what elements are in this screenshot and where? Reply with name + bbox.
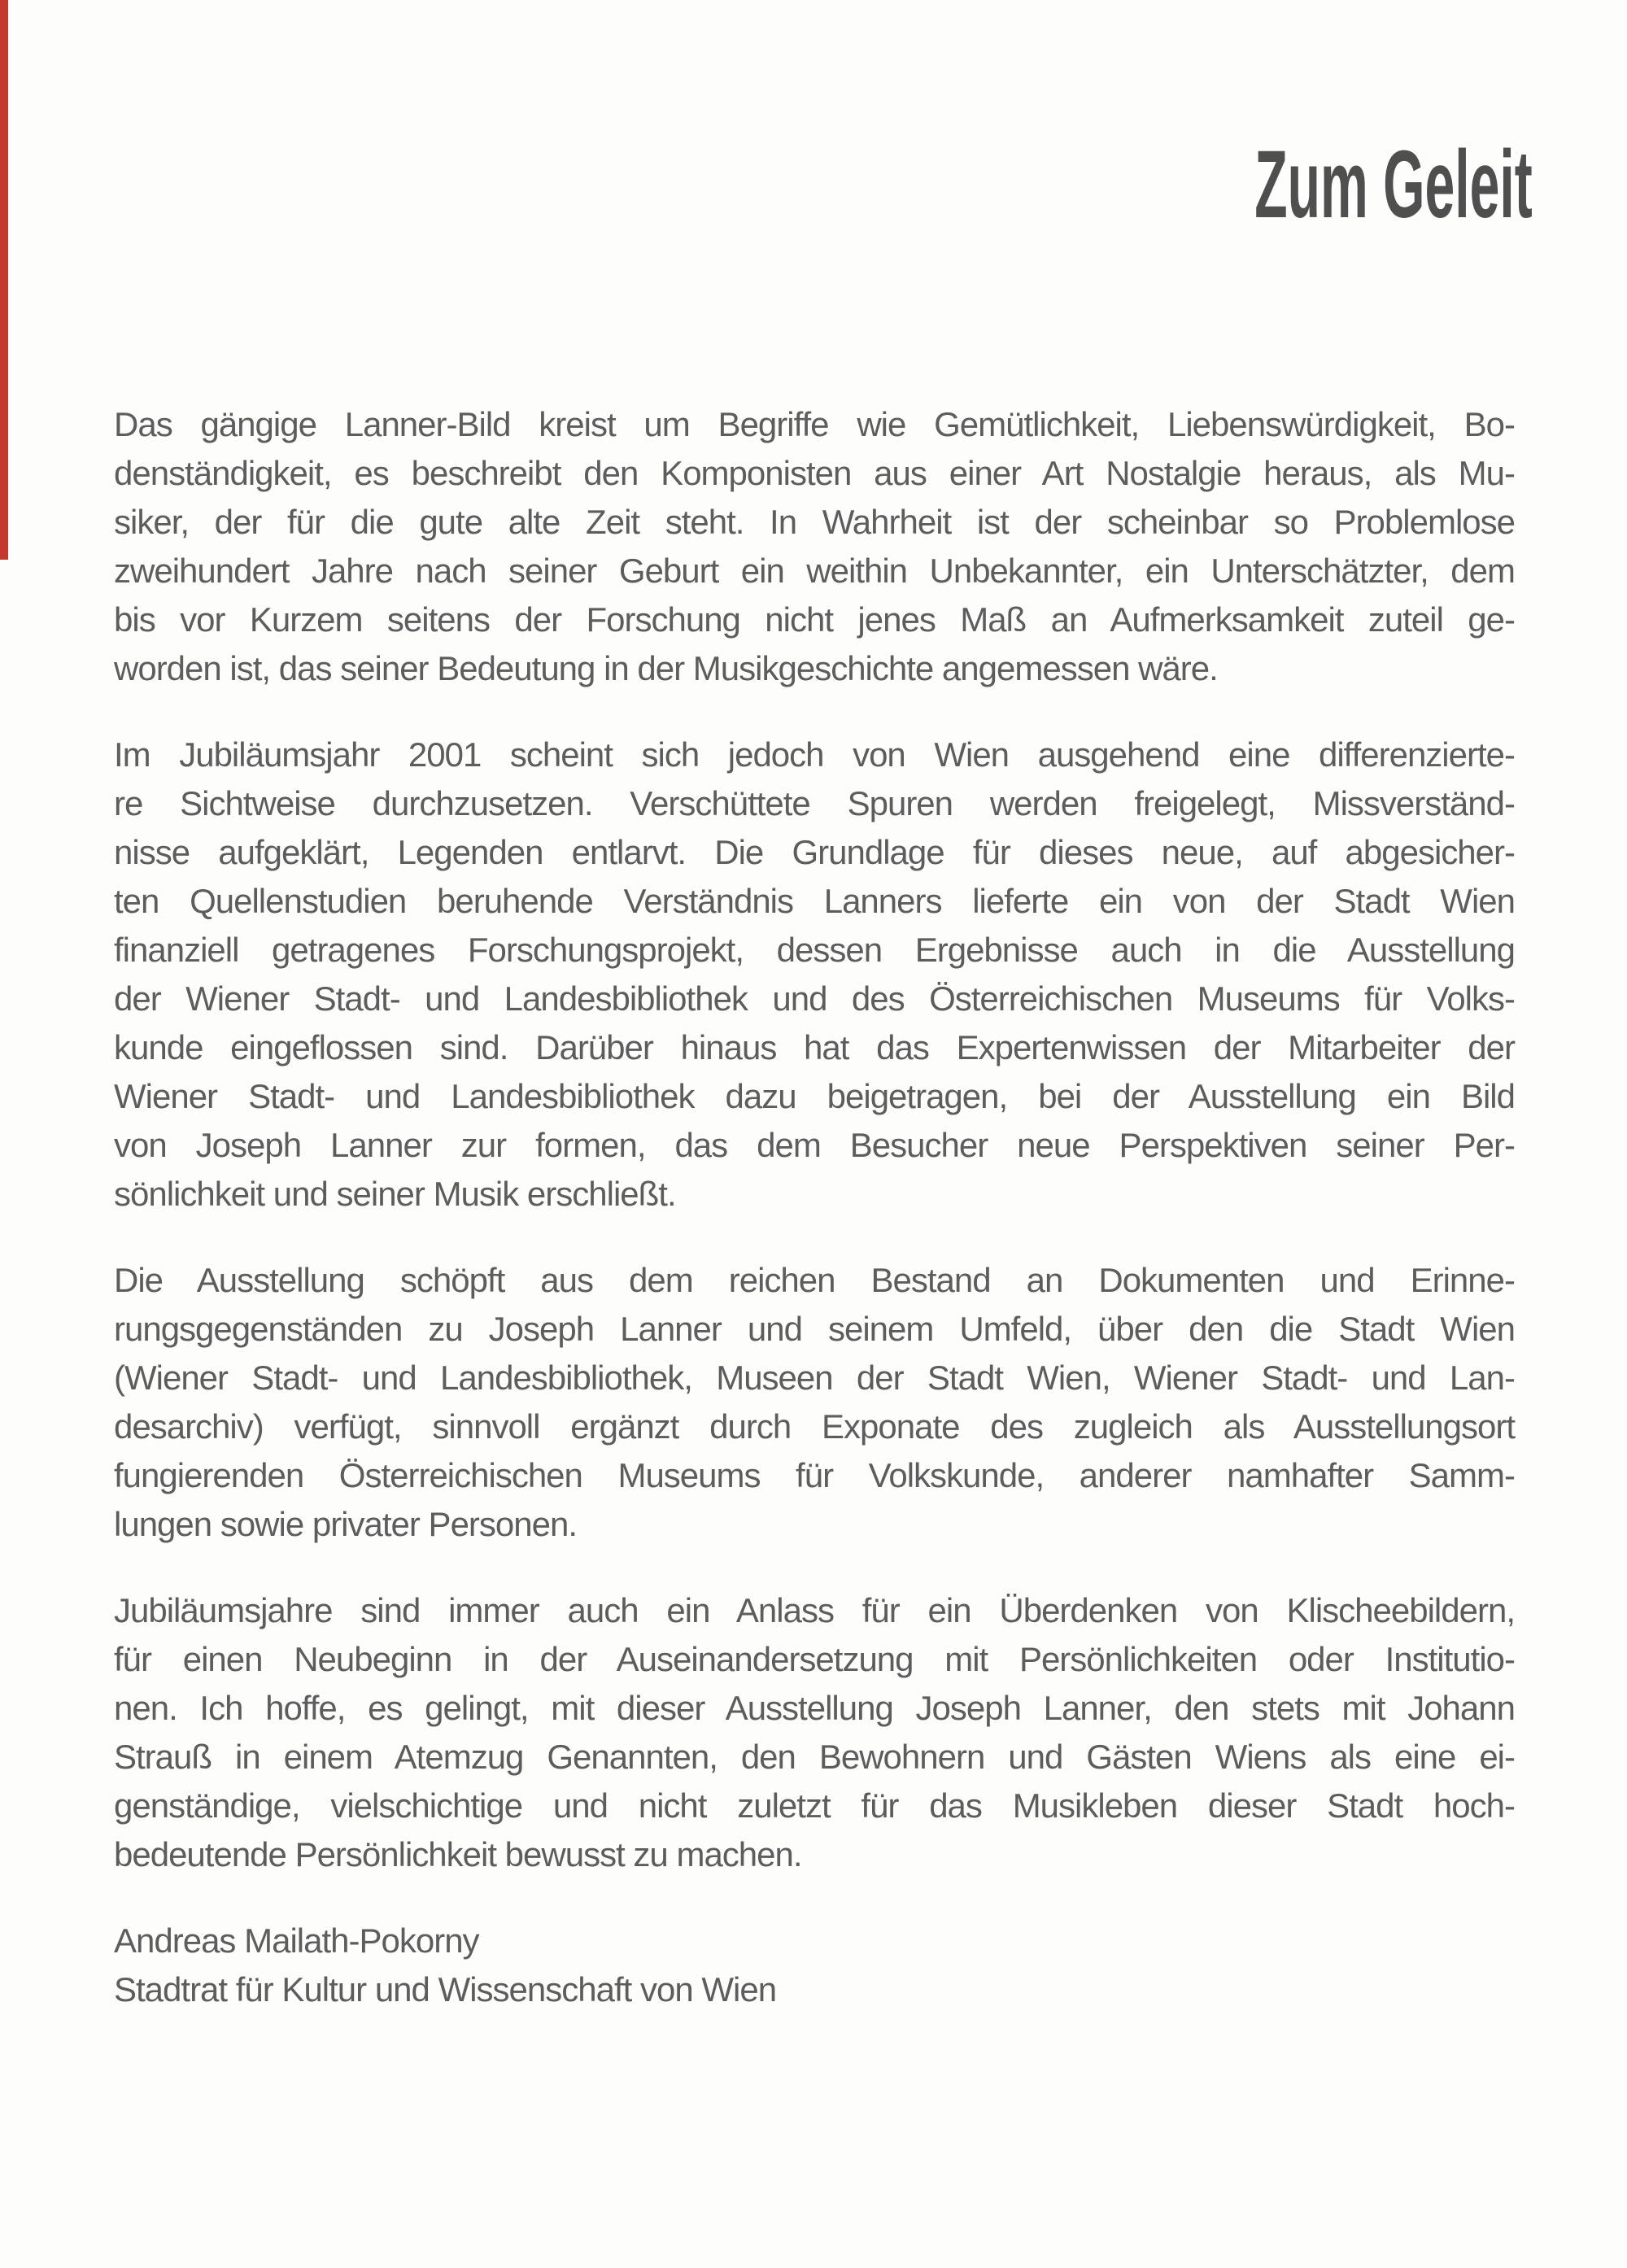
signature-name: Andreas Mailath-Pokorny xyxy=(114,1921,479,1960)
text-line: bedeutende Persönlichkeit bewusst zu machen. xyxy=(114,1835,802,1873)
text-line: der Wiener Stadt- und Landesbibliothek und des Österreichischen Museums für Volks- xyxy=(114,979,1515,1018)
text-line: Strauß in einem Atemzug Genannten, den Bewohnern und Gästen Wiens als eine ei- xyxy=(114,1738,1515,1776)
paragraph xyxy=(114,731,1515,1219)
body-text xyxy=(114,400,1515,2014)
body-paragraphs xyxy=(114,400,1515,1879)
text-line: nen. Ich hoffe, es gelingt, mit dieser Ausstellung Joseph Lanner, den stets mit Johann xyxy=(114,1689,1515,1727)
text-line: (Wiener Stadt- und Landesbibliothek, Museen der Stadt Wien, Wiener Stadt- und Lan- xyxy=(114,1359,1515,1397)
text-line: von Joseph Lanner zur formen, das dem Besucher neue Perspektiven seiner Per- xyxy=(114,1126,1515,1164)
text-line: denständigkeit, es beschreibt den Komponisten aus einer Art Nostalgie heraus, als Mu- xyxy=(114,454,1515,492)
paragraph xyxy=(114,400,1515,693)
signature-role: Stadtrat für Kultur und Wissenschaft von Wien xyxy=(114,1970,777,2008)
text-line: Das gängige Lanner-Bild kreist um Begriffe wie Gemütlichkeit, Liebenswürdigkeit, Bo- xyxy=(114,405,1515,443)
text-line: Die Ausstellung schöpft aus dem reichen Bestand an Dokumenten und Erinne- xyxy=(114,1261,1515,1299)
text-line: für einen Neubeginn in der Auseinandersetzung mit Persönlichkeiten oder Institutio- xyxy=(114,1640,1515,1678)
page-title: Zum Geleit xyxy=(1254,131,1533,238)
text-line: sönlichkeit und seiner Musik erschließt. xyxy=(114,1175,676,1213)
paragraph xyxy=(114,1256,1515,1549)
scan-edge-artifact xyxy=(0,0,8,560)
text-line: finanziell getragenes Forschungsprojekt, dessen Ergebnisse auch in die Ausstellung xyxy=(114,931,1515,969)
text-line: Jubiläumsjahre sind immer auch ein Anlass für ein Überdenken von Klischeebildern, xyxy=(114,1591,1515,1629)
text-line: Wiener Stadt- und Landesbibliothek dazu beigetragen, bei der Ausstellung ein Bild xyxy=(114,1077,1515,1115)
text-line: nisse aufgeklärt, Legenden entlarvt. Die Grundlage für dieses neue, auf abgesicher- xyxy=(114,833,1515,871)
text-line: genständige, vielschichtige und nicht zuletzt für das Musikleben dieser Stadt hoch- xyxy=(114,1786,1515,1825)
text-line: re Sichtweise durchzusetzen. Verschüttete Spuren werden freigelegt, Missverständ- xyxy=(114,784,1515,822)
text-line: fungierenden Österreichischen Museums für Volkskunde, anderer namhafter Samm- xyxy=(114,1456,1515,1494)
text-line: kunde eingeflossen sind. Darüber hinaus hat das Expertenwissen der Mitarbeiter der xyxy=(114,1028,1515,1066)
paragraph xyxy=(114,1586,1515,1879)
text-line: worden ist, das seiner Bedeutung in der Musikgeschichte angemessen wäre. xyxy=(114,649,1218,687)
text-line: lungen sowie privater Personen. xyxy=(114,1505,578,1543)
signature-block xyxy=(114,1917,1515,2014)
text-line: Im Jubiläumsjahr 2001 scheint sich jedoch von Wien ausgehend eine differenzierte- xyxy=(114,735,1515,774)
text-line: ten Quellenstudien beruhende Verständnis Lanners lieferte ein von der Stadt Wien xyxy=(114,882,1515,920)
text-line: bis vor Kurzem seitens der Forschung nicht jenes Maß an Aufmerksamkeit zuteil ge- xyxy=(114,600,1515,639)
text-line: zweihundert Jahre nach seiner Geburt ein weithin Unbekannter, ein Unterschätzter, dem xyxy=(114,552,1515,590)
text-line: siker, der für die gute alte Zeit steht. In Wahrheit ist der scheinbar so Problemlose xyxy=(114,503,1515,541)
text-line: desarchiv) verfügt, sinnvoll ergänzt durch Exponate des zugleich als Ausstellungsort xyxy=(114,1407,1515,1446)
text-line: rungsgegenständen zu Joseph Lanner und seinem Umfeld, über den die Stadt Wien xyxy=(114,1310,1515,1348)
